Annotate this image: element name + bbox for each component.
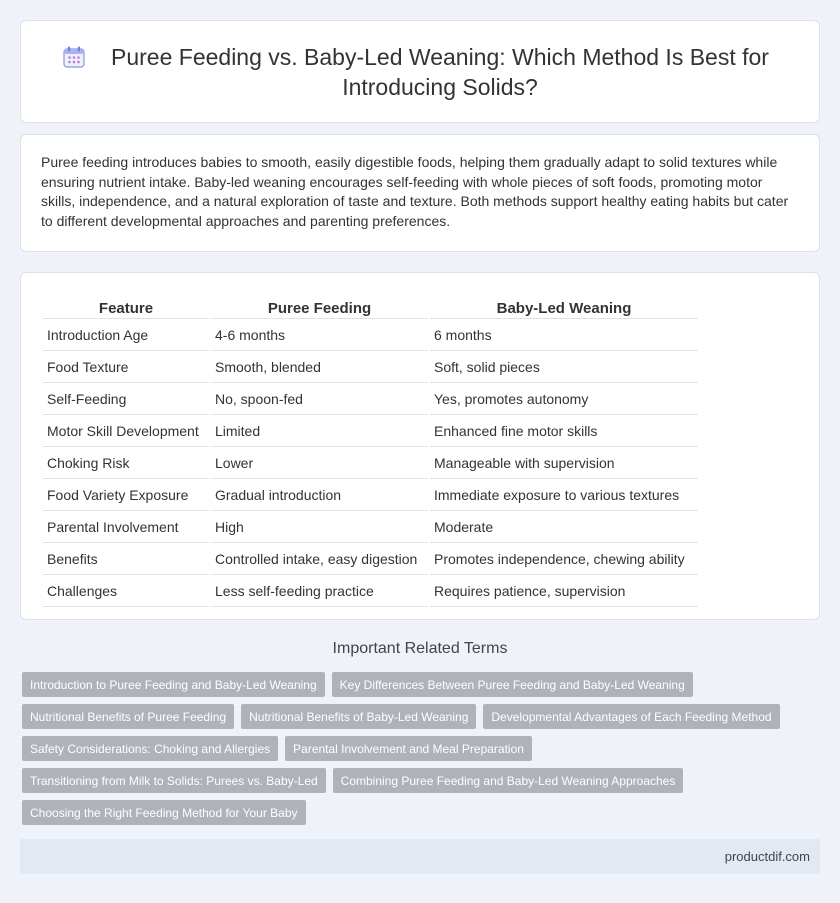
table-row — [43, 417, 698, 447]
table-row — [43, 321, 698, 351]
blw-cell: Yes, promotes autonomy — [430, 385, 698, 415]
related-term-tag[interactable]: Nutritional Benefits of Baby-Led Weaning — [241, 704, 476, 729]
feature-cell: Motor Skill Development — [43, 417, 209, 447]
feature-cell: Food Texture — [43, 353, 209, 383]
blw-cell: Requires patience, supervision — [430, 577, 698, 607]
comparison-card — [20, 272, 820, 620]
title-card — [20, 20, 820, 123]
puree-cell: No, spoon-fed — [211, 385, 428, 415]
feature-cell: Food Variety Exposure — [43, 481, 209, 511]
blw-cell: Promotes independence, chewing ability — [430, 545, 698, 575]
table-row — [43, 513, 698, 543]
comparison-table — [41, 296, 700, 609]
puree-cell: Lower — [211, 449, 428, 479]
puree-cell: Limited — [211, 417, 428, 447]
related-term-tag[interactable]: Developmental Advantages of Each Feeding Method — [483, 704, 779, 729]
table-row — [43, 577, 698, 607]
table-row — [43, 385, 698, 415]
table-header-row — [43, 298, 698, 319]
related-terms-heading: Important Related Terms — [332, 640, 508, 657]
title-wrap — [61, 42, 779, 102]
table-row — [43, 545, 698, 575]
header-baby-led-weaning: Baby-Led Weaning — [430, 298, 698, 319]
table-row — [43, 353, 698, 383]
feature-cell: Self-Feeding — [43, 385, 209, 415]
related-term-tag[interactable]: Introduction to Puree Feeding and Baby-Led Weaning — [22, 672, 325, 697]
table-row — [43, 449, 698, 479]
header-feature: Feature — [43, 298, 209, 319]
puree-cell: Gradual introduction — [211, 481, 428, 511]
related-term-tag[interactable]: Safety Considerations: Choking and Allergies — [22, 736, 278, 761]
page-title: Puree Feeding vs. Baby-Led Weaning: Which Method Is Best for Introducing Solids? — [111, 43, 769, 100]
related-terms-list — [22, 672, 822, 832]
related-term-tag[interactable]: Key Differences Between Puree Feeding and Baby-Led Weaning — [332, 672, 693, 697]
header-puree-feeding: Puree Feeding — [211, 298, 428, 319]
footer — [20, 839, 820, 874]
feature-cell: Choking Risk — [43, 449, 209, 479]
puree-cell: 4-6 months — [211, 321, 428, 351]
puree-cell: Smooth, blended — [211, 353, 428, 383]
feature-cell: Introduction Age — [43, 321, 209, 351]
blw-cell: Immediate exposure to various textures — [430, 481, 698, 511]
table-row — [43, 481, 698, 511]
footer-site-name[interactable]: productdif.com — [724, 849, 810, 864]
feature-cell: Parental Involvement — [43, 513, 209, 543]
related-term-tag[interactable]: Combining Puree Feeding and Baby-Led Weaning Approaches — [333, 768, 684, 793]
blw-cell: Moderate — [430, 513, 698, 543]
related-term-tag[interactable]: Nutritional Benefits of Puree Feeding — [22, 704, 234, 729]
puree-cell: High — [211, 513, 428, 543]
puree-cell: Less self-feeding practice — [211, 577, 428, 607]
feature-cell: Benefits — [43, 545, 209, 575]
blw-cell: 6 months — [430, 321, 698, 351]
calendar-icon — [61, 44, 87, 70]
related-term-tag[interactable]: Choosing the Right Feeding Method for Your Baby — [22, 800, 306, 825]
intro-card — [20, 134, 820, 252]
related-term-tag[interactable]: Transitioning from Milk to Solids: Purees vs. Baby-Led — [22, 768, 326, 793]
blw-cell: Manageable with supervision — [430, 449, 698, 479]
intro-paragraph: Puree feeding introduces babies to smooth, easily digestible foods, helping them gradually adapt to solid textures while ensuring nutrient intake. Baby-led weaning encourages self-feeding with whole pieces of soft foods, promoting motor skills, independence, and a natural exploration of taste and texture. Both methods support healthy eating habits but cater to different developmental approaches and parenting preferences. — [41, 154, 789, 229]
puree-cell: Controlled intake, easy digestion — [211, 545, 428, 575]
related-term-tag[interactable]: Parental Involvement and Meal Preparation — [285, 736, 532, 761]
blw-cell: Soft, solid pieces — [430, 353, 698, 383]
blw-cell: Enhanced fine motor skills — [430, 417, 698, 447]
feature-cell: Challenges — [43, 577, 209, 607]
